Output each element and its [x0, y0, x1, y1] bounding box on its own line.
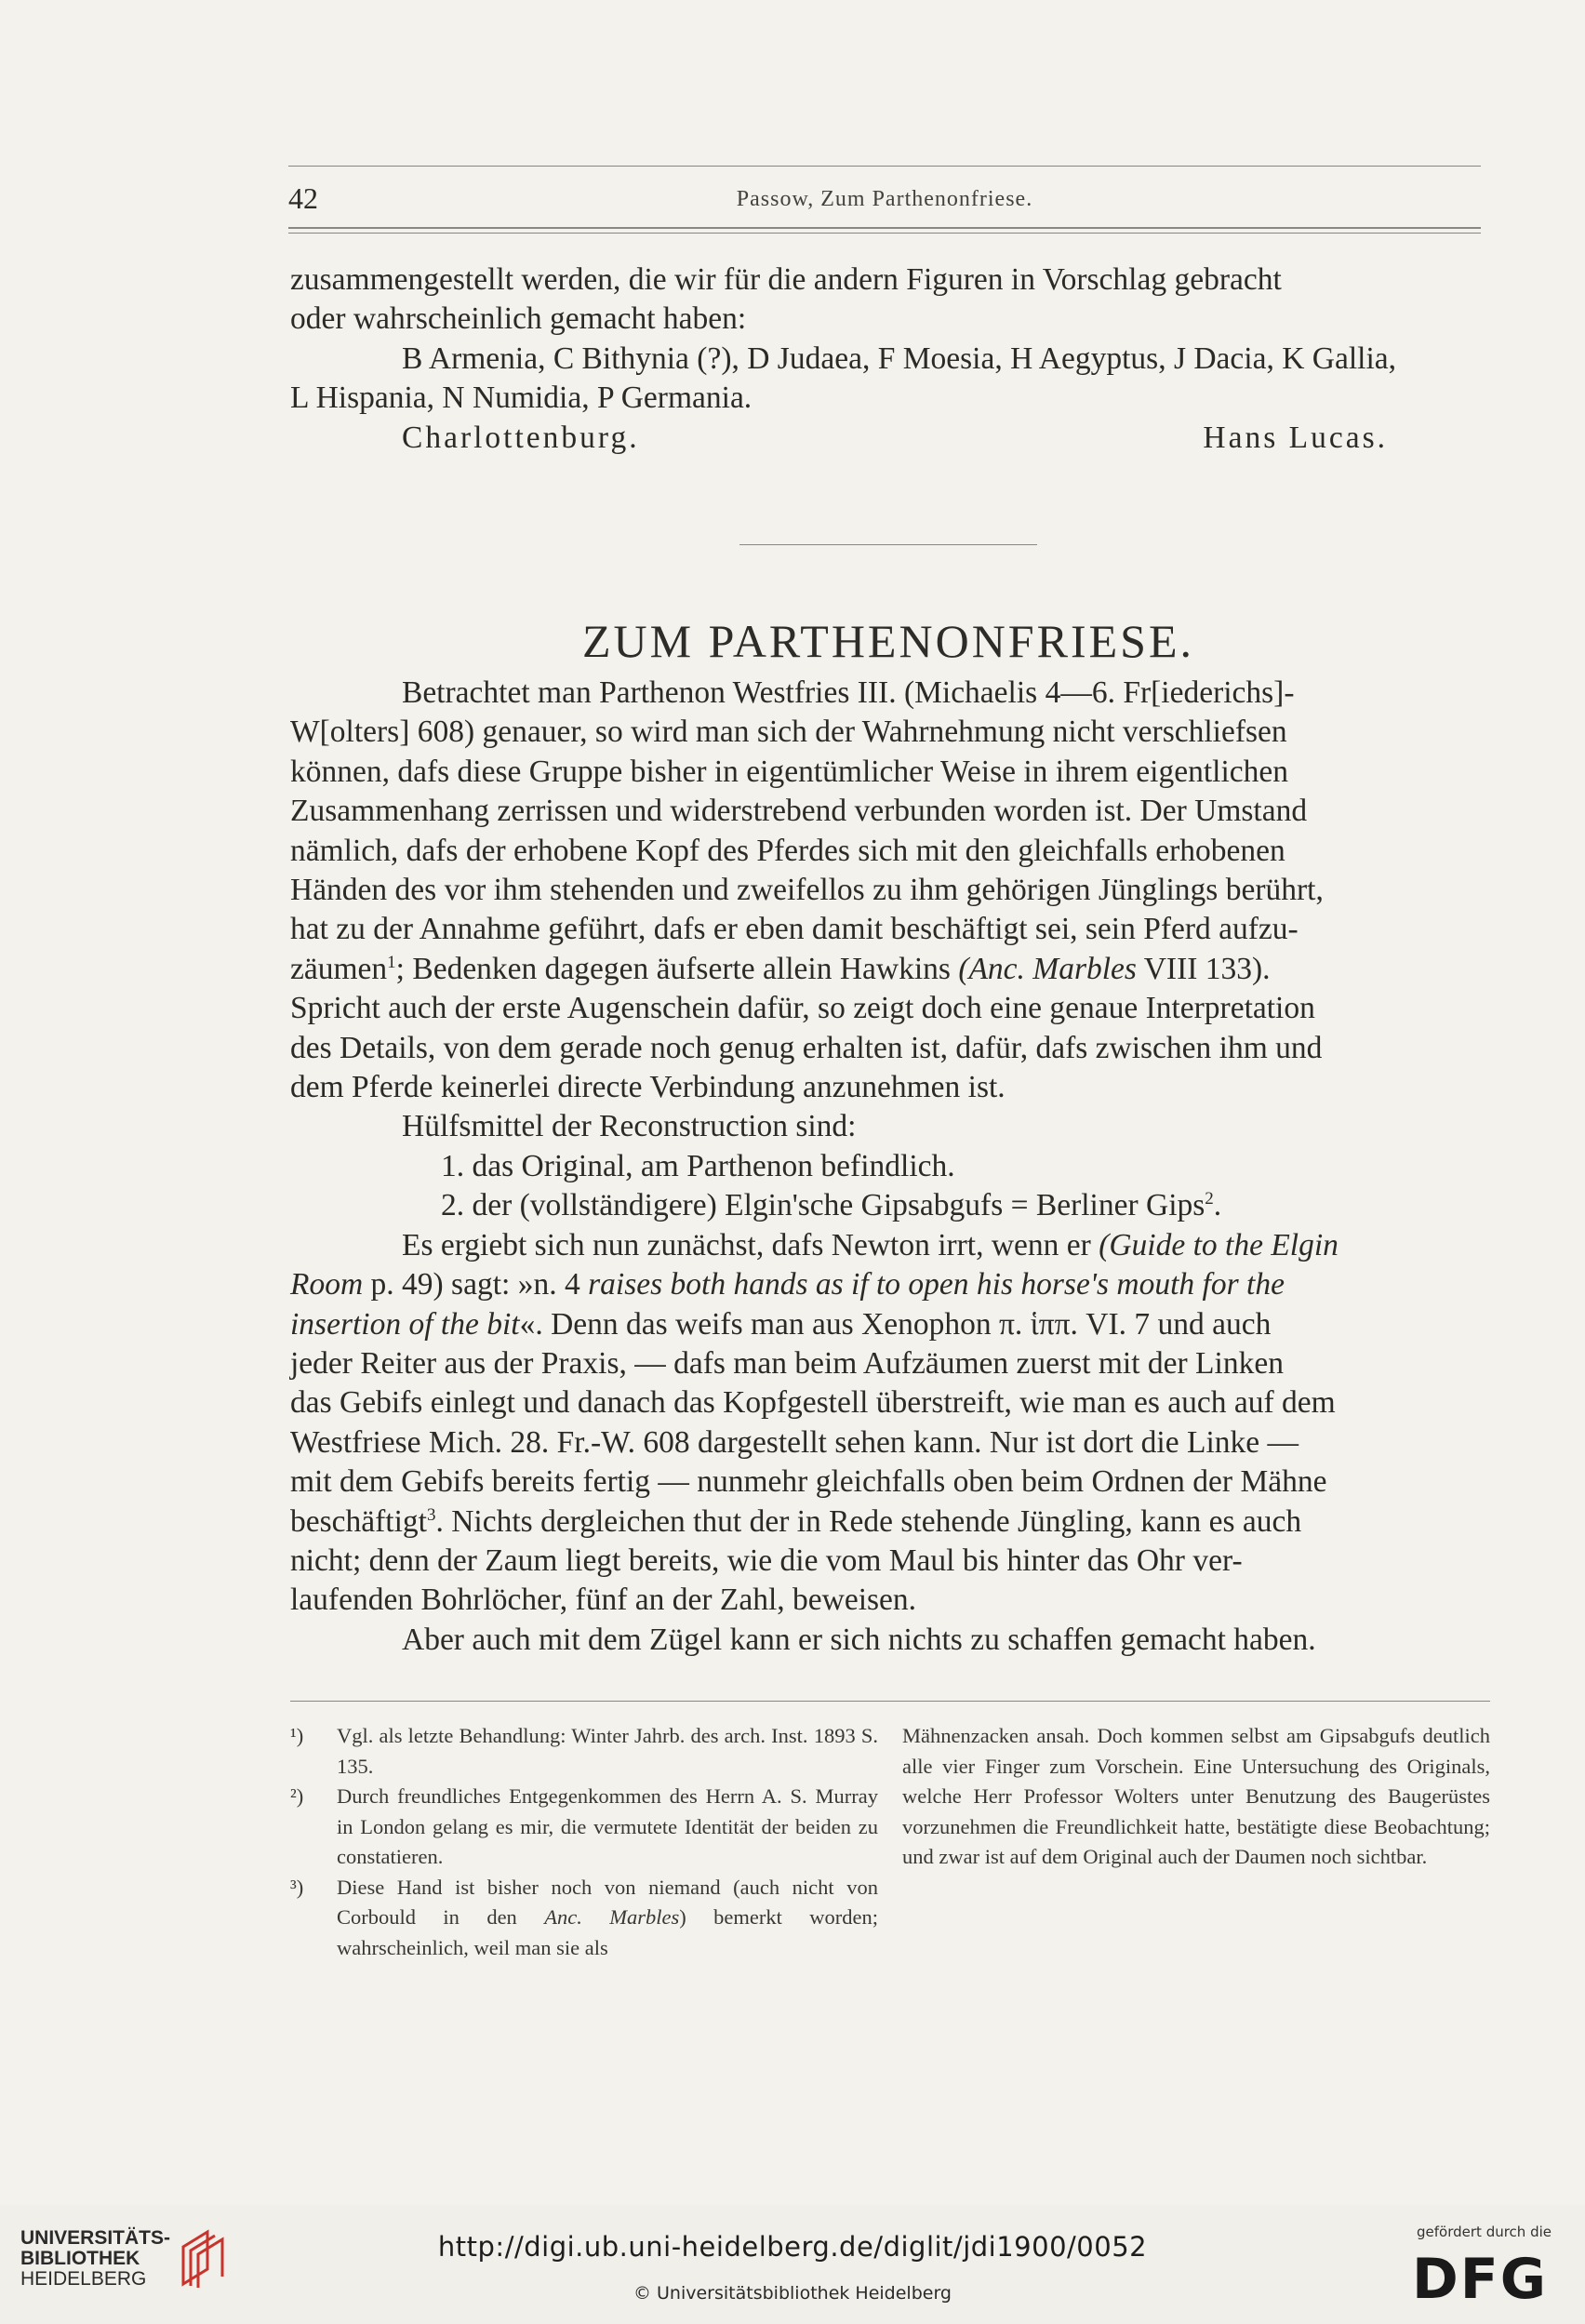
footnote-marker: ³)	[290, 1875, 304, 1899]
section-divider	[739, 544, 1037, 545]
text-line	[290, 1503, 1486, 1542]
text-fragment: beschäftigt	[290, 1503, 427, 1539]
article-body	[290, 674, 1486, 1660]
list-item: 1. das Original, am Parthenon befindlich.	[441, 1148, 955, 1183]
footnote-ref[interactable]: 1	[387, 952, 396, 972]
footnote-3	[290, 1873, 878, 1964]
signature-author: Hans Lucas.	[1203, 420, 1388, 455]
funding-caption: gefördert durch die	[1417, 2224, 1552, 2240]
text-line: hat zu der Annahme geführt, dafs er eben damit beschäftigt sei, sein Pferd aufzu-	[290, 912, 1299, 947]
italic-citation: (Anc. Marbles	[958, 951, 1137, 986]
footnote-ref[interactable]: 2	[1205, 1189, 1214, 1209]
footnote-marker: ¹)	[290, 1724, 304, 1747]
footnote-text: ) bemerkt worden; wahrscheinlich, weil man sie als	[337, 1905, 878, 1959]
library-name-line: BIBLIOTHEK	[20, 2248, 140, 2269]
text-fragment: Es ergiebt sich nun zunächst, dafs Newton irrt, wenn er	[402, 1227, 1099, 1262]
italic-quote: raises both hands as if to open his horse's mouth for the	[588, 1267, 1285, 1302]
text-line: Aber auch mit dem Zügel kann er sich nichts zu schaffen gemacht haben.	[402, 1622, 1316, 1657]
text-line	[290, 950, 1486, 989]
footnote-3-continued: Mähnenzacken ansah. Doch kommen selbst am Gipsabgufs deutlich alle vier Finger zum Vorschein. Eine Untersuchung des Originals, welche Herr Professor Wolters unter Benutzung des Baugerüstes vorzunehmen die Freundlichkeit hatte, bestätigte diese Beobachtung; und zwar ist auf dem Original auch der Daumen noch sichtbar.	[902, 1724, 1490, 1868]
text-line: L Hispania, N Numidia, P Germania.	[290, 381, 753, 416]
permalink-url[interactable]: http://digi.ub.uni-heidelberg.de/diglit/jdi1900/0052	[437, 2231, 1148, 2263]
text-line: jeder Reiter aus der Praxis, — dafs man beim Aufzäumen zuerst mit der Linken	[290, 1345, 1284, 1381]
text-line: nicht; denn der Zaum liegt bereits, wie die vom Maul bis hinter das Ohr ver-	[290, 1543, 1243, 1578]
text-line	[290, 1226, 1486, 1265]
text-line: Händen des vor ihm stehenden und zweifellos zu ihm gehörigen Jünglings berührt,	[290, 873, 1324, 908]
footer-bar	[0, 2205, 1585, 2324]
italic-citation: Room	[290, 1267, 364, 1302]
footnote-2	[290, 1782, 878, 1873]
text-line: oder wahrscheinlich gemacht haben:	[290, 301, 747, 337]
footnote-marker: ²)	[290, 1784, 304, 1808]
text-line: Betrachtet man Parthenon Westfries III. (Michaelis 4—6. Fr[iederichs]-	[402, 675, 1295, 710]
signature-place: Charlottenburg.	[402, 420, 640, 455]
page-header	[288, 181, 1481, 219]
text-line: können, dafs diese Gruppe bisher in eigentümlicher Weise in ihrem eigentlichen	[290, 754, 1289, 789]
footnote-text: Diese Hand ist bisher noch von niemand (auch nicht von Corbould in den	[337, 1875, 878, 1929]
dfg-logo-text: DFG	[1412, 2247, 1549, 2304]
top-rule	[288, 166, 1481, 167]
signature-line	[290, 419, 1486, 458]
text-fragment: 2. der (vollständigere) Elgin'sche Gipsabgufs = Berliner Gips	[441, 1188, 1205, 1223]
article-title: ZUM PARTHENONFRIESE.	[582, 615, 1194, 667]
text-line: zusammengestellt werden, die wir für die andern Figuren in Vorschlag gebracht	[290, 262, 1282, 297]
text-line: des Details, von dem gerade noch genug erhalten ist, dafür, dafs zwischen ihm und	[290, 1030, 1323, 1065]
italic-quote: insertion of the bit	[290, 1306, 520, 1342]
text-line: mit dem Gebifs bereits fertig — nunmehr gleichfalls oben beim Ordnen der Mähne	[290, 1464, 1327, 1500]
footnote-text: Vgl. als letzte Behandlung: Winter Jahrb. des arch. Inst. 1893 S. 135.	[337, 1724, 878, 1778]
text-fragment: p. 49) sagt: »n. 4	[363, 1267, 589, 1302]
library-name-line: UNIVERSITÄTS-	[20, 2227, 171, 2249]
text-line: Zusammenhang zerrissen und widerstrebend verbunden worden ist. Der Umstand	[290, 794, 1308, 829]
header-double-rule-2	[288, 233, 1481, 234]
text-line: Hülfsmittel der Reconstruction sind:	[402, 1109, 857, 1144]
italic-citation: (Guide to the Elgin	[1099, 1227, 1339, 1262]
running-title: Passow, Zum Parthenonfriese.	[736, 187, 1033, 211]
list-item: 2. der (vollständigere) Elgin'sche Gipsabgufs = Berliner Gips$^2$.	[441, 1188, 1222, 1223]
text-line: Spricht auch der erste Augenschein dafür, so zeigt doch eine genaue Interpretation	[290, 991, 1315, 1026]
text-line	[290, 1305, 1486, 1344]
text-fragment: VIII 133).	[1136, 951, 1271, 986]
previous-article-end	[290, 260, 1486, 458]
footnotes	[290, 1721, 1490, 1963]
text-fragment: zäumen	[290, 951, 388, 986]
dfg-logo[interactable]	[1408, 2244, 1557, 2304]
text-fragment: «. Denn das weifs man aus Xenophon π. ἱππ. VI. 7 und auch	[519, 1306, 1272, 1342]
text-line: das Gebifs einlegt und danach das Kopfgestell überstreift, wie man es auch auf dem	[290, 1385, 1336, 1421]
footnote-ref[interactable]: 3	[426, 1504, 436, 1525]
text-line: dem Pferde keinerlei directe Verbindung anzunehmen ist.	[290, 1070, 1006, 1105]
italic-citation: Anc. Marbles	[544, 1905, 680, 1929]
library-name-line: HEIDELBERG	[20, 2268, 147, 2290]
text-fragment: . Nichts dergleichen thut der in Rede stehende Jüngling, kann es auch	[435, 1503, 1302, 1539]
footnote-column-right	[902, 1721, 1490, 1963]
header-double-rule	[288, 227, 1481, 229]
text-fragment: ; Bedenken dagegen äufserte allein Hawkins	[395, 951, 959, 986]
copyright-notice: © Universitätsbibliothek Heidelberg	[633, 2283, 952, 2304]
text-line: Westfriese Mich. 28. Fr.-W. 608 dargestellt sehen kann. Nur ist dort die Linke —	[290, 1424, 1299, 1460]
text-line: B Armenia, C Bithynia (?), D Judaea, F Moesia, H Aegyptus, J Dacia, K Gallia,	[402, 341, 1397, 376]
footnote-1	[290, 1721, 878, 1782]
footnote-text: Durch freundliches Entgegenkommen des Herrn A. S. Murray in London gelang es mir, die vermutete Identität der beiden zu constatieren.	[337, 1784, 878, 1868]
text-line	[290, 1265, 1486, 1304]
text-line: laufenden Bohrlöcher, fünf an der Zahl, beweisen.	[290, 1583, 917, 1618]
text-line: W[olters] 608) genauer, so wird man sich der Wahrnehmung nicht verschliefsen	[290, 715, 1287, 750]
page-number: 42	[288, 181, 318, 215]
footnote-rule	[290, 1701, 1490, 1702]
footnote-column-left	[290, 1721, 878, 1963]
text-line: nämlich, dafs der erhobene Kopf des Pferdes sich mit den gleichfalls erhobenen	[290, 833, 1285, 868]
